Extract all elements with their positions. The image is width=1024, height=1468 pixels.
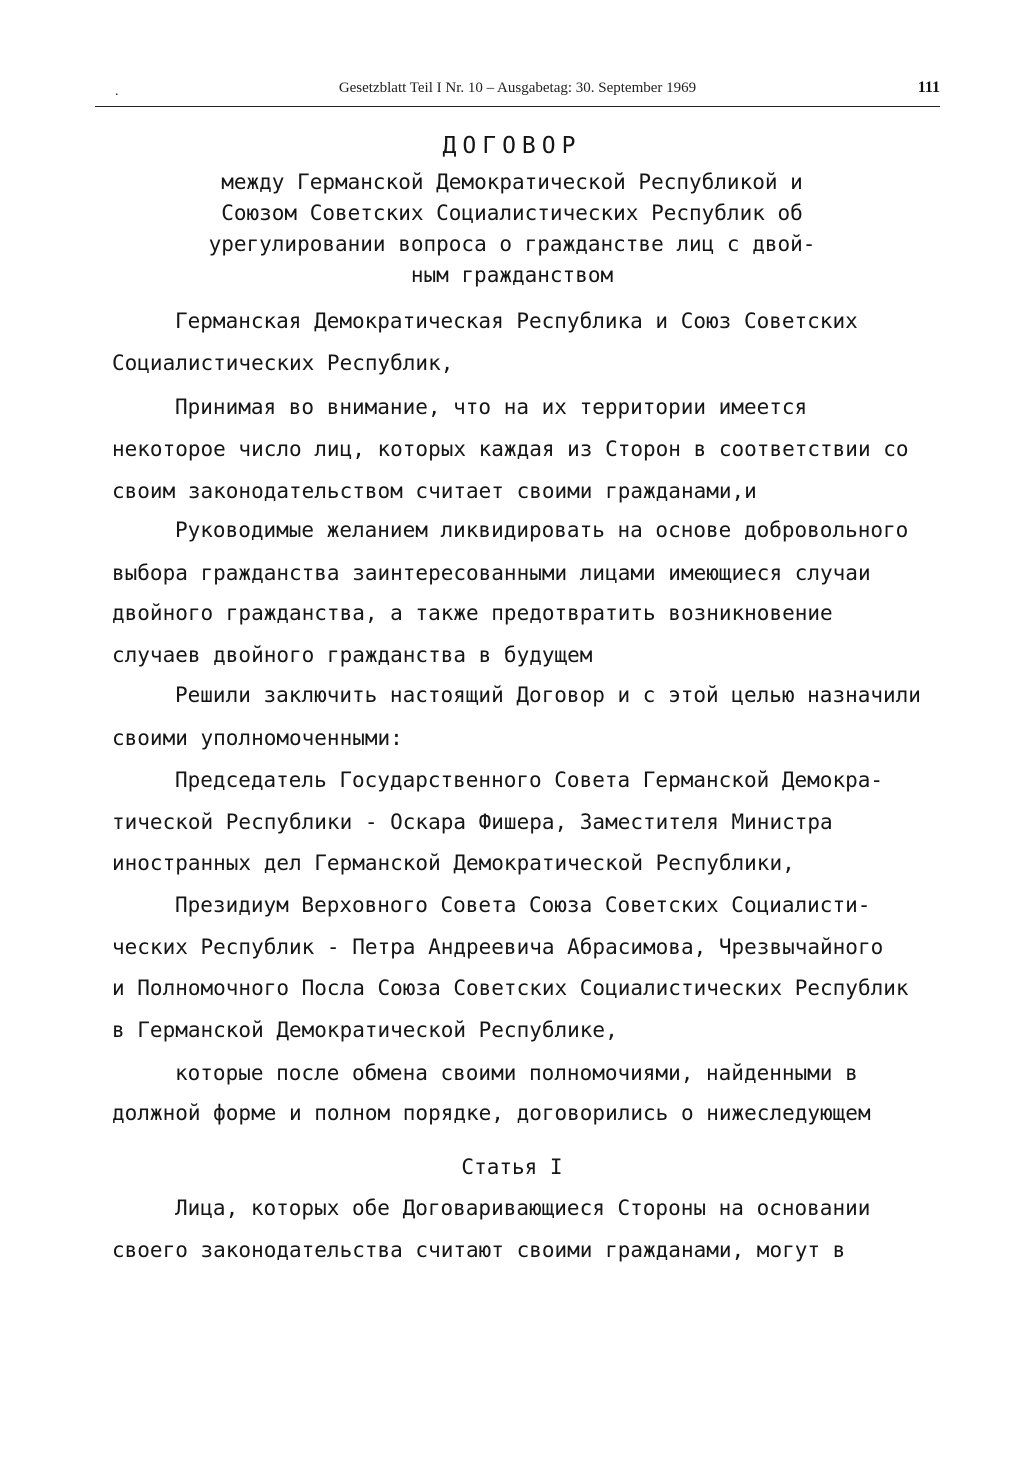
body-line: должной форме и полном порядке, договорились о нижеследующем bbox=[112, 1101, 871, 1125]
body-line: Решили заключить настоящий Договор и с этой целью назначили bbox=[175, 683, 921, 707]
body-line: случаев двойного гражданства в будущем bbox=[112, 643, 593, 667]
body-line: которые после обмена своими полномочиями, найденными в bbox=[175, 1061, 858, 1085]
page-number: 111 bbox=[917, 79, 940, 96]
gazette-issue-line: Gesetzblatt Teil I Nr. 10 – Ausgabetag: 30. September 1969 bbox=[338, 80, 697, 96]
body-line: Руководимые желанием ликвидировать на основе добровольного bbox=[175, 518, 909, 542]
body-line: некоторое число лиц, которых каждая из Сторон в соответствии со bbox=[112, 437, 909, 461]
body-line: иностранных дел Германской Демократической Республики, bbox=[112, 851, 795, 875]
body-line: Принимая во внимание, что на их территории имеется bbox=[175, 395, 808, 419]
body-line: своим законодательством считает своими гражданами,и bbox=[112, 479, 757, 503]
article-heading: Статья I bbox=[461, 1155, 563, 1179]
treaty-title: ДОГОВОР bbox=[442, 133, 582, 159]
article-line: своего законодательства считают своими гражданами, могут в bbox=[112, 1238, 846, 1262]
body-line: Социалистических Республик, bbox=[112, 351, 454, 375]
title-line-2: Союзом Советских Социалистических Республик об bbox=[221, 201, 803, 225]
title-line-1: между Германской Демократической Республикой и bbox=[221, 170, 803, 194]
body-line: Председатель Государственного Совета Германской Демокра- bbox=[175, 768, 884, 792]
body-line: тической Республики - Оскара Фишера, Заместителя Министра bbox=[112, 810, 833, 834]
header-mark: . bbox=[115, 84, 119, 99]
body-line: и Полномочного Посла Союза Советских Социалистических Республик bbox=[112, 976, 909, 1000]
body-line: ческих Республик - Петра Андреевича Абрасимова, Чрезвычайного bbox=[112, 935, 884, 959]
body-line: Германская Демократическая Республика и Союз Советских bbox=[175, 309, 858, 333]
gazette-header bbox=[95, 76, 940, 107]
article-line: Лица, которых обе Договаривающиеся Стороны на основании bbox=[175, 1196, 871, 1220]
title-line-4: ным гражданством bbox=[410, 263, 614, 287]
body-line: своими уполномоченными: bbox=[112, 726, 403, 750]
body-line: Президиум Верховного Совета Союза Советских Социалисти- bbox=[175, 893, 871, 917]
body-line: выбора гражданства заинтересованными лицами имеющиеся случаи bbox=[112, 561, 871, 585]
body-line: двойного гражданства, а также предотвратить возникновение bbox=[112, 601, 833, 625]
body-line: в Германской Демократической Республике, bbox=[112, 1018, 618, 1042]
title-line-3: урегулировании вопроса о гражданстве лиц с двой- bbox=[208, 232, 816, 256]
